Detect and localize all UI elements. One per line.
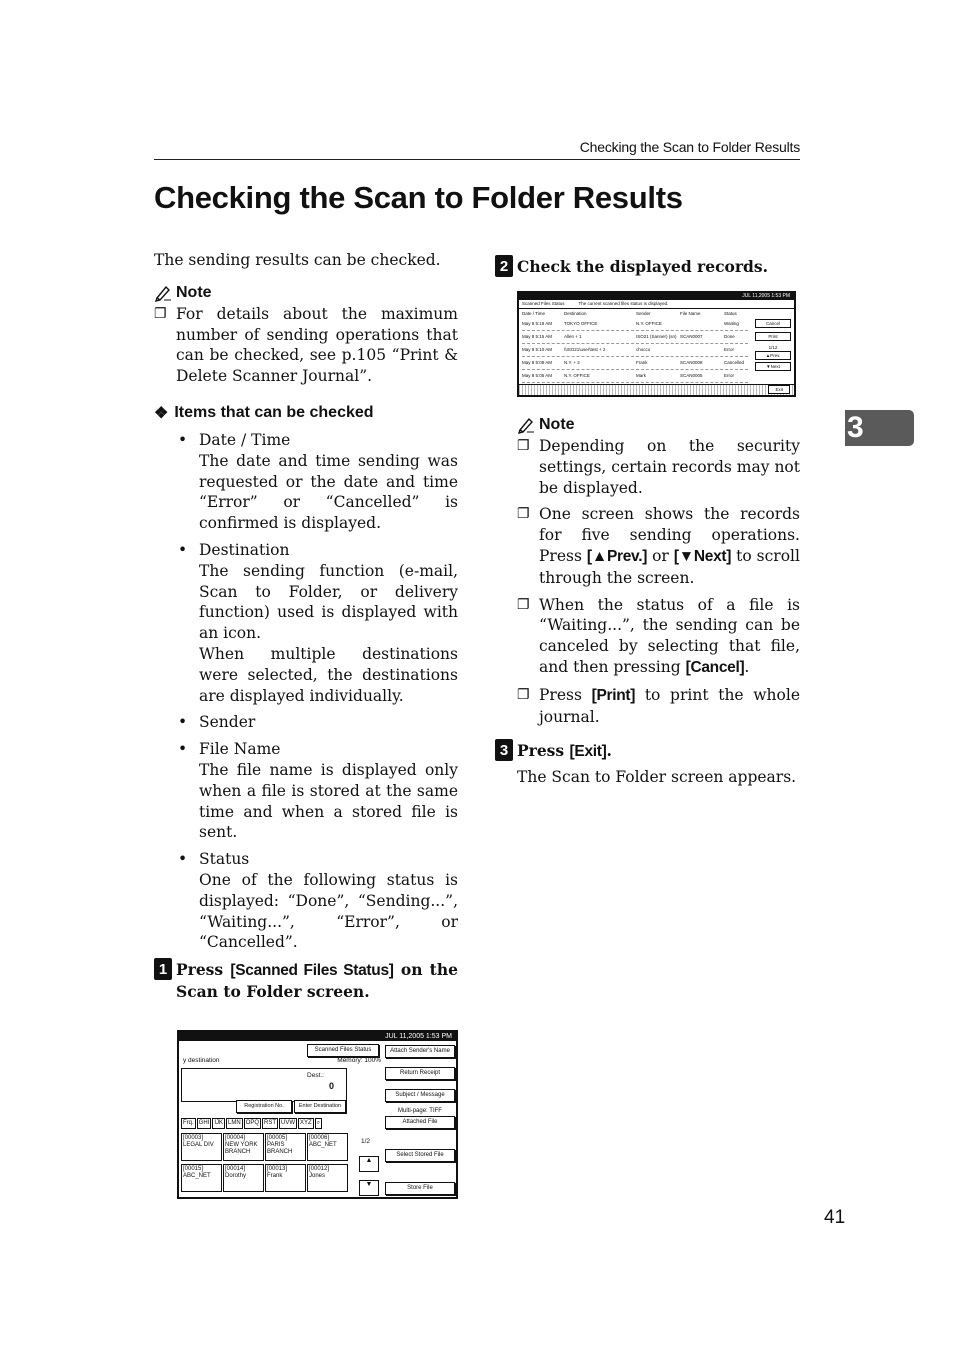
checkbox-bullet-icon: ❐ [517, 596, 530, 613]
right-column [495, 256, 800, 786]
entry-number: [00012] [309, 1166, 330, 1172]
store-file-button[interactable]: Store File [385, 1182, 455, 1195]
diamond-bullet-icon: ❖ [154, 404, 169, 422]
step-2-text: Check the displayed records. [517, 257, 768, 276]
registration-no-button[interactable]: Registration No. [236, 1100, 292, 1113]
chapter-number: 3 [847, 411, 864, 444]
index-key-row [181, 1118, 322, 1129]
note-label: Note [539, 416, 575, 433]
table-cell [680, 318, 724, 330]
entry-name: ABC_NET [309, 1142, 337, 1148]
note-item [517, 595, 800, 679]
table-cell: SCAN0008 [680, 360, 703, 365]
scanned-files-status-button[interactable]: Scanned Files Status [307, 1044, 379, 1057]
list-item: • Destination The sending function (e-mail, Scan to Folder, or delivery function) used is displayed with an icon. When multiple destinations were selected, the destinations are displayed individually. [178, 540, 458, 705]
step-text: Press [517, 741, 570, 760]
page-title: Checking the Scan to Folder Results [154, 180, 683, 215]
page-number: 41 [824, 1207, 846, 1228]
list-item: • Date / Time The date and time sending was requested or the date and time “Error” or “Cancelled” is confirmed is displayed. [178, 430, 458, 533]
table-cell: Frank [636, 360, 648, 365]
right-notes [517, 416, 800, 727]
prev-key-label: [▲Prev.] [586, 547, 648, 565]
attach-sender-name-button[interactable]: Attach Sender's Name [385, 1045, 455, 1058]
index-key[interactable]: UVW [279, 1118, 297, 1129]
running-header: Checking the Scan to Folder Results [579, 139, 800, 155]
item-title: Status [199, 850, 250, 869]
screen-footer [519, 384, 794, 395]
enter-destination-button[interactable]: Enter Destination [294, 1100, 346, 1113]
note-text [539, 685, 800, 728]
index-key[interactable]: GHI [197, 1118, 212, 1129]
index-key[interactable]: OPQ [244, 1118, 261, 1129]
intro-text: The sending results can be checked. [154, 251, 441, 269]
entry-number: [00015] [183, 1166, 204, 1172]
index-key[interactable]: RST [262, 1118, 278, 1129]
destination-key[interactable] [181, 1133, 222, 1161]
entry-number: [00005] [267, 1135, 288, 1141]
table-row[interactable] [522, 318, 748, 331]
entry-name: Dorothy [225, 1173, 247, 1179]
step-text: . [606, 741, 612, 760]
destination-key[interactable] [223, 1133, 264, 1161]
scroll-up-icon[interactable]: ▲ [359, 1156, 379, 1172]
cancel-key-label: [Cancel] [685, 658, 745, 676]
table-cell: \\ISO21\user\test + 2 [564, 347, 606, 352]
items-heading [154, 403, 458, 423]
records-table [522, 310, 748, 383]
table-cell: May 8 5:15 AM [522, 334, 553, 339]
table-cell: Done [724, 334, 735, 339]
entry-name: ABC_NET [183, 1173, 211, 1179]
item-description-extra: When multiple destinations were selected, the destinations are displayed individually. [199, 644, 458, 705]
item-description: The sending function (e-mail, Scan to Folder, or delivery function) used is displayed with an icon. [199, 561, 458, 643]
step-text: on the Scan to Folder screen. [176, 960, 458, 1002]
item-title: File Name [199, 740, 281, 759]
step-1 [154, 959, 458, 1002]
cancel-button[interactable]: Cancel [755, 319, 791, 328]
note-text: Depending on the security settings, certain records may not be displayed. [539, 437, 800, 497]
entry-number: [00006] [309, 1135, 330, 1141]
table-cell: N.Y. OFFICE [636, 321, 662, 326]
note-item [517, 685, 800, 728]
exit-button[interactable]: Exit [768, 385, 790, 394]
table-cell: Cancelled [724, 360, 745, 365]
step-number: 2 [495, 255, 513, 277]
list-item: • Sender [178, 712, 458, 733]
page-indicator: 1/12 [768, 345, 778, 350]
note-text [539, 595, 800, 679]
destination-key[interactable] [307, 1133, 348, 1161]
page-indicator: 1/2 [361, 1138, 371, 1145]
index-key[interactable]: IJK [212, 1118, 225, 1129]
scanned-files-status-screenshot [517, 291, 796, 397]
subject-message-button[interactable]: Subject / Message [385, 1089, 455, 1102]
entry-number: [00004] [225, 1135, 246, 1141]
entry-name: Jones [309, 1173, 326, 1179]
table-cell: May 8 5:18 AM [522, 321, 553, 326]
left-column [154, 250, 458, 1002]
table-cell: Mark [636, 373, 646, 378]
note-item [517, 504, 800, 588]
step-number: 1 [154, 958, 172, 980]
select-stored-file-button[interactable]: Select Stored File [385, 1149, 455, 1162]
step-2 [495, 256, 800, 277]
destination-key[interactable] [181, 1164, 222, 1192]
table-row[interactable] [522, 357, 748, 370]
records-side-controls [755, 319, 791, 375]
return-receipt-button[interactable]: Return Receipt [385, 1067, 455, 1080]
destination-label: y destination [183, 1057, 220, 1064]
table-cell: ISO21 (Sanner) (sn) [636, 334, 677, 339]
clock-bar: JUL 11,2005 1:53 PM [179, 1032, 456, 1041]
table-cell: SCAN0007 [680, 334, 703, 339]
scanned-files-status-key: [Scanned Files Status] [230, 962, 394, 980]
scan-to-folder-screenshot [177, 1030, 458, 1199]
note-fragment: . [744, 657, 750, 676]
table-cell: Error [724, 373, 734, 378]
note-text: For details about the maximum number of sending operations that can be checked, see p.105 “Print & Delete Scanner Journal”. [176, 304, 458, 386]
destination-field[interactable] [181, 1068, 347, 1102]
note-item [517, 436, 800, 498]
exit-key-label: [Exit] [569, 743, 607, 760]
table-header [522, 310, 748, 318]
index-key[interactable]: XYZ [298, 1118, 314, 1129]
step-text: Press [176, 960, 231, 980]
table-cell: SCAN0005 [680, 373, 703, 378]
table-cell: Allen + 1 [564, 334, 582, 339]
entry-name: NEW YORK BRANCH [225, 1142, 258, 1155]
destination-key[interactable] [307, 1164, 348, 1192]
step-3-result: The Scan to Folder screen appears. [517, 768, 797, 786]
file-type-label: Multi-page: TIFF [398, 1108, 442, 1114]
table-cell: May 8 5:05 AM [522, 373, 553, 378]
checkbox-bullet-icon: ❐ [517, 438, 530, 454]
entry-number: [00014] [225, 1166, 246, 1172]
note-item [154, 304, 458, 387]
checkbox-bullet-icon: ❐ [517, 686, 530, 703]
prev-button[interactable]: ▲Prev. [755, 351, 791, 360]
column-header: Sender [636, 311, 651, 316]
search-key-icon[interactable]: ⌕ [315, 1118, 322, 1129]
table-row[interactable] [522, 370, 748, 383]
item-description: One of the following status is displayed: “Done”, “Sending...”, “Waiting...”, “Error”, or “Cancelled”. [199, 870, 458, 952]
destination-grid [181, 1133, 357, 1195]
screen-title: Scanned Files Status [522, 301, 565, 306]
step-3-text [517, 740, 612, 762]
memory-indicator: Memory: 100% [337, 1057, 381, 1064]
index-key[interactable]: LMN [226, 1118, 243, 1129]
entry-number: [00003] [183, 1135, 204, 1141]
attached-file-button[interactable]: Attached File [385, 1116, 455, 1129]
print-key-label: [Print] [591, 686, 636, 704]
note-heading [154, 284, 458, 302]
chapter-tab [845, 410, 914, 446]
table-cell: N.Y. OFFICE [564, 373, 590, 378]
step-number: 3 [495, 739, 513, 761]
index-key[interactable]: Frq. [181, 1118, 196, 1129]
table-cell: chocco [636, 347, 651, 352]
item-title: Destination [199, 540, 290, 559]
note-fragment: or [647, 546, 674, 565]
step-3 [495, 740, 800, 788]
table-cell: TOKYO OFFICE [564, 321, 598, 326]
pencil-note-icon [517, 416, 535, 434]
scroll-down-icon[interactable]: ▼ [359, 1180, 379, 1196]
note-fragment: to scroll through the screen. [539, 546, 800, 587]
column-header: File Name [680, 311, 701, 316]
destination-key[interactable] [265, 1164, 306, 1192]
screen-subtitle: The current scanned files status is displayed. [578, 301, 669, 306]
note-fragment: When the status of a file is “Waiting...”, the sending can be canceled by selecting that file, and then pressing [539, 595, 800, 676]
item-title: Date / Time [199, 430, 291, 449]
pencil-note-icon [154, 284, 172, 302]
note-heading [517, 416, 800, 434]
table-cell: Waiting [724, 321, 739, 326]
checkbox-bullet-icon: ❐ [154, 305, 167, 322]
entry-name: PARIS BRANCH [267, 1142, 293, 1155]
step-1-text [176, 959, 458, 1002]
header-rule [154, 159, 800, 160]
table-row[interactable] [522, 344, 748, 357]
note-fragment: to print the whole journal. [539, 685, 800, 726]
column-header: Status [724, 311, 737, 316]
entry-number: [00013] [267, 1166, 288, 1172]
note-label: Note [176, 283, 212, 301]
table-cell: Error [724, 347, 734, 352]
list-item: • File Name The file name is displayed only when a file is stored at the same time and when a stored file is sent. [178, 740, 458, 842]
items-list [154, 430, 458, 953]
destination-key[interactable] [265, 1133, 306, 1161]
column-header: Destination [564, 311, 587, 316]
note-fragment: Press [539, 685, 592, 704]
item-description: The date and time sending was requested or the date and time “Error” or “Cancelled” is confirmed is displayed. [199, 451, 458, 533]
entry-name: LEGAL DIV [183, 1142, 214, 1148]
items-heading-label: Items that can be checked [174, 403, 374, 421]
table-cell: N.Y. + 2 [564, 360, 580, 365]
table-cell: May 8 5:09 AM [522, 360, 553, 365]
table-cell: May 8 5:10 AM [522, 347, 553, 352]
note-fragment: One screen shows the records for five sending operations. Press [539, 505, 800, 565]
column-header: Date / Time [522, 311, 546, 316]
item-description: The file name is displayed only when a file is stored at the same time and when a stored file is sent. [199, 760, 458, 842]
item-title: Sender [199, 713, 256, 732]
table-cell [680, 344, 724, 356]
list-item: • Status One of the following status is displayed: “Done”, “Sending...”, “Waiting...”, “Error”, or “Cancelled”. [178, 850, 458, 952]
dest-count: 0 [328, 1081, 334, 1091]
table-row[interactable] [522, 331, 748, 344]
clock-bar: JUL 11,2005 1:53 PM [519, 293, 794, 300]
dest-label: Dest.: [307, 1072, 324, 1079]
next-button[interactable]: ▼Next [755, 362, 791, 371]
print-button[interactable]: Print [755, 332, 791, 341]
entry-name: Frank [267, 1173, 283, 1179]
checkbox-bullet-icon: ❐ [517, 506, 530, 523]
destination-key[interactable] [223, 1164, 264, 1192]
option-buttons [385, 1045, 455, 1195]
next-key-label: [▼Next] [673, 547, 732, 565]
note-text [539, 504, 800, 588]
